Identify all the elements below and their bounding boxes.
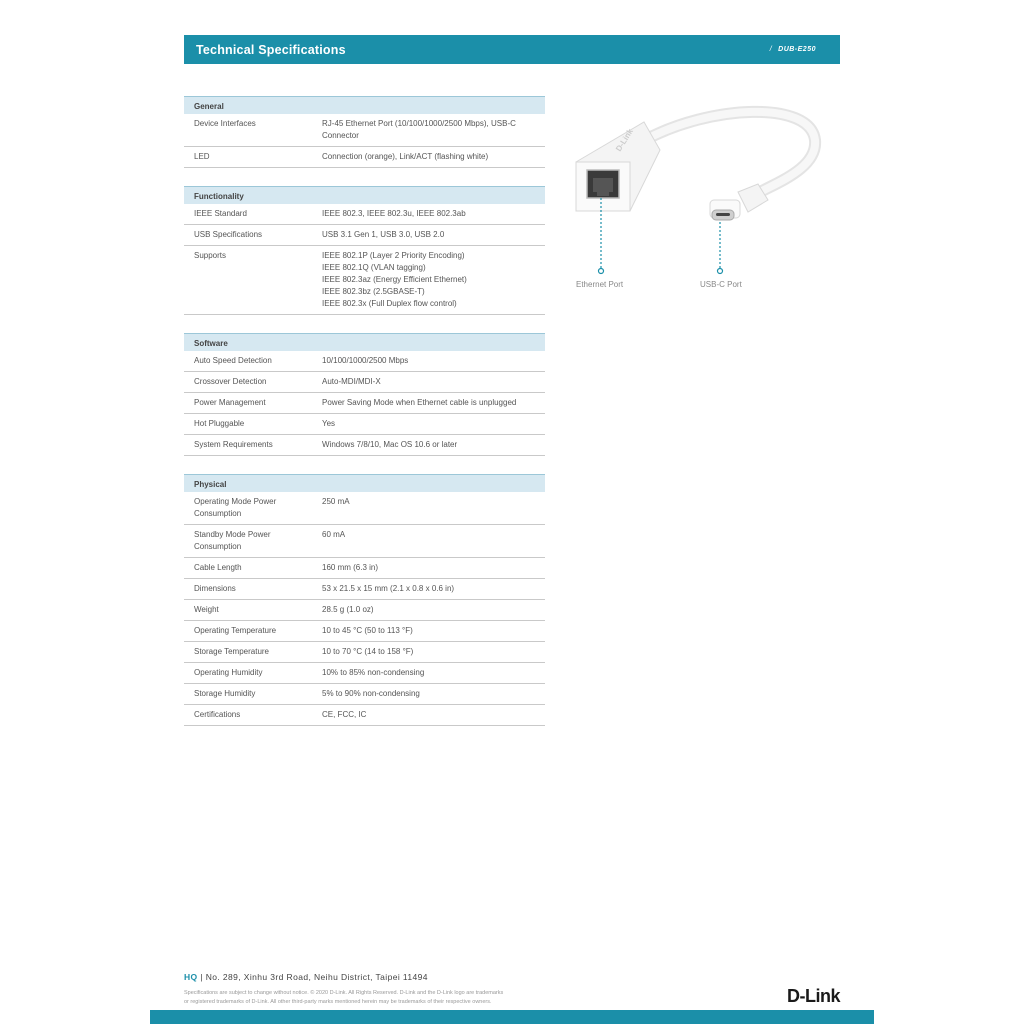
spec-key: Storage Temperature xyxy=(194,647,270,656)
spec-row xyxy=(184,372,545,393)
spec-row xyxy=(184,684,545,705)
spec-value: 53 x 21.5 x 15 mm (2.1 x 0.8 x 0.6 in) xyxy=(322,584,455,593)
spec-row xyxy=(184,621,545,642)
hq-address: No. 289, Xinhu 3rd Road, Neihu District, Taipei 11494 xyxy=(205,972,428,982)
spec-row xyxy=(184,663,545,684)
spec-key: Certifications xyxy=(194,710,241,719)
legal-line-2: or registered trademarks of D-Link. All other third-party marks mentioned herein may be trademarks of their respective owners. xyxy=(184,999,492,1005)
spec-value: 250 mA xyxy=(322,497,350,506)
spec-row xyxy=(184,642,545,663)
dlink-logo: D-Link xyxy=(787,986,840,1006)
spec-value: USB 3.1 Gen 1, USB 3.0, USB 2.0 xyxy=(322,230,445,239)
spec-row xyxy=(184,525,545,558)
spec-row xyxy=(184,351,545,372)
section-header: General xyxy=(184,96,545,114)
spec-row xyxy=(184,705,545,726)
spec-key: Hot Pluggable xyxy=(194,419,245,428)
spec-row xyxy=(184,579,545,600)
spec-value: Power Saving Mode when Ethernet cable is unplugged xyxy=(322,398,517,407)
legal-notice xyxy=(184,989,604,1007)
spec-row xyxy=(184,600,545,621)
spec-value: Windows 7/8/10, Mac OS 10.6 or later xyxy=(322,440,458,449)
section-header: Physical xyxy=(184,474,545,492)
spec-row xyxy=(184,492,545,525)
model-badge: / DUB-E250 xyxy=(769,46,816,53)
adapter-image xyxy=(560,100,840,300)
spec-row xyxy=(184,147,545,168)
spec-key: System Requirements xyxy=(194,440,273,449)
spec-key: Auto Speed Detection xyxy=(194,356,272,365)
spec-value: Auto-MDI/MDI-X xyxy=(322,377,381,386)
section-header: Software xyxy=(184,333,545,351)
header-banner xyxy=(184,35,840,64)
spec-value: 5% to 90% non-condensing xyxy=(322,689,420,698)
spec-section-physical xyxy=(184,474,545,726)
legal-line-1: Specifications are subject to change without notice. © 2020 D-Link. All Rights Reserved. D-Link and the D-Link logo are trademarks xyxy=(184,990,504,996)
spec-key: Device Interfaces xyxy=(194,119,256,128)
spec-value: 160 mm (6.3 in) xyxy=(322,563,379,572)
spec-key: Weight xyxy=(194,605,219,614)
spec-value: 10 to 45 °C (50 to 113 °F) xyxy=(322,626,413,635)
spec-key: Crossover Detection xyxy=(194,377,267,386)
spec-section-general xyxy=(184,96,545,168)
spec-key: Cable Length xyxy=(194,563,242,572)
spec-key: Operating Temperature xyxy=(194,626,277,635)
spec-row xyxy=(184,246,545,315)
spec-value: RJ-45 Ethernet Port (10/100/1000/2500 Mbps), USB-C Connector xyxy=(322,119,516,140)
spec-key: Power Management xyxy=(194,398,266,407)
hq-address-line xyxy=(184,972,840,982)
spec-value: Yes xyxy=(322,419,336,428)
spec-value: CE, FCC, IC xyxy=(322,710,367,719)
spec-row xyxy=(184,114,545,147)
spec-value: Connection (orange), Link/ACT (flashing white) xyxy=(322,152,489,161)
spec-section-software xyxy=(184,333,545,456)
spec-section-functionality xyxy=(184,186,545,315)
spec-key: Standby Mode Power Consumption xyxy=(194,530,271,551)
spec-row xyxy=(184,435,545,456)
spec-value: 60 mA xyxy=(322,530,346,539)
spec-row xyxy=(184,204,545,225)
bottom-accent-bar xyxy=(150,1010,874,1024)
spec-key: Operating Humidity xyxy=(194,668,263,677)
spec-row xyxy=(184,393,545,414)
hq-separator: | xyxy=(200,972,206,982)
footer xyxy=(184,972,840,1007)
spec-key: LED xyxy=(194,152,210,161)
device-logo: D-Link xyxy=(614,127,635,154)
spec-key: Supports xyxy=(194,251,227,260)
spec-value: 28.5 g (1.0 oz) xyxy=(322,605,374,614)
specifications-table xyxy=(184,96,545,744)
page-title: Technical Specifications xyxy=(196,42,346,57)
hq-tag: HQ xyxy=(184,972,198,982)
spec-row xyxy=(184,414,545,435)
usbc-port-label: USB-C Port xyxy=(700,280,742,289)
spec-key: IEEE Standard xyxy=(194,209,247,218)
spec-row xyxy=(184,558,545,579)
spec-value: 10% to 85% non-condensing xyxy=(322,668,425,677)
spec-value: 10 to 70 °C (14 to 158 °F) xyxy=(322,647,414,656)
spec-value: IEEE 802.3, IEEE 802.3u, IEEE 802.3ab xyxy=(322,209,466,218)
spec-key: Operating Mode Power Consumption xyxy=(194,497,277,518)
spec-key: Storage Humidity xyxy=(194,689,256,698)
spec-key: Dimensions xyxy=(194,584,236,593)
spec-value: 10/100/1000/2500 Mbps xyxy=(322,356,409,365)
spec-key: USB Specifications xyxy=(194,230,263,239)
ethernet-port-label: Ethernet Port xyxy=(576,280,624,289)
spec-value: IEEE 802.1P (Layer 2 Priority Encoding) IEEE 802.1Q (VLAN tagging) IEEE 802.3az (Energy Efficient Ethernet) IEEE 802.3bz (2.5GBASE-T) IEEE 802.3x (Full Duplex flow control) xyxy=(322,251,467,308)
product-illustration xyxy=(560,100,840,300)
section-header: Functionality xyxy=(184,186,545,204)
model-number: DUB-E250 xyxy=(778,46,816,53)
spec-row xyxy=(184,225,545,246)
